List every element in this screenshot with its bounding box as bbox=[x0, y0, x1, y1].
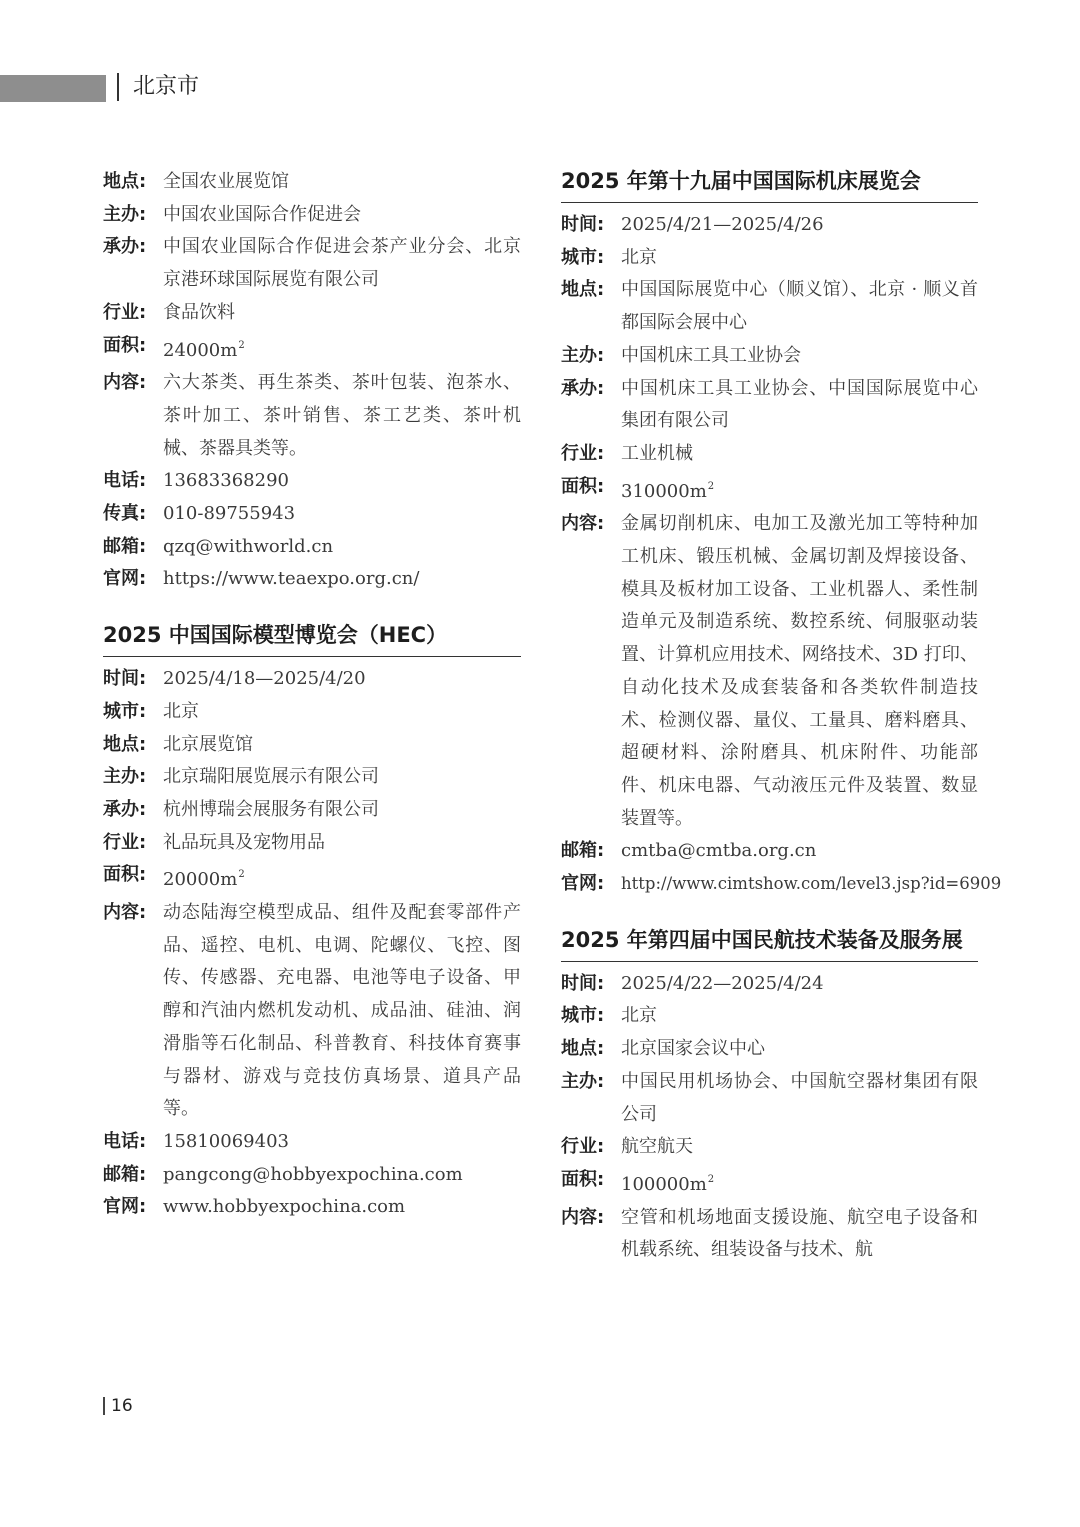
field-value: 15810069403 bbox=[163, 1130, 289, 1152]
left-column bbox=[103, 166, 521, 1224]
field-value: 礼品玩具及宠物用品 bbox=[163, 831, 325, 853]
area-number: 24000m bbox=[163, 339, 238, 361]
field-label: 主办: bbox=[561, 344, 605, 366]
field-label: 承办: bbox=[103, 236, 147, 258]
field-value: pangcong@hobbyexpochina.com bbox=[163, 1163, 463, 1185]
field-row bbox=[103, 465, 521, 498]
field-value bbox=[163, 859, 521, 897]
field-row bbox=[561, 508, 978, 835]
field-row bbox=[561, 274, 978, 339]
field-value: 中国机床工具工业协会、中国国际展览中心集团有限公司 bbox=[621, 377, 978, 432]
field-label: 官网: bbox=[103, 1196, 147, 1218]
field-row bbox=[561, 1000, 978, 1033]
field-label: 面积: bbox=[561, 475, 605, 497]
field-label: 行业: bbox=[561, 442, 605, 464]
field-value: 北京 bbox=[163, 700, 199, 722]
field-label: 承办: bbox=[103, 798, 147, 820]
field-label: 地点: bbox=[103, 733, 147, 755]
field-value: 中国机床工具工业协会 bbox=[621, 344, 801, 366]
field-value: 北京瑞阳展览展示有限公司 bbox=[163, 766, 379, 788]
field-value: qzq@withworld.cn bbox=[163, 535, 334, 557]
field-row bbox=[103, 1191, 521, 1224]
field-label: 时间: bbox=[561, 214, 605, 235]
field-value: 010-89755943 bbox=[163, 503, 296, 525]
field-row bbox=[561, 373, 978, 438]
field-value: www.hobbyexpochina.com bbox=[163, 1196, 406, 1218]
header-title: 北京市 bbox=[133, 74, 200, 99]
field-row bbox=[561, 242, 978, 275]
field-value: 13683368290 bbox=[163, 470, 289, 492]
field-label: 主办: bbox=[103, 766, 147, 788]
field-label: 行业: bbox=[103, 301, 147, 323]
field-value: 北京 bbox=[621, 246, 657, 268]
field-label: 传真: bbox=[103, 503, 147, 525]
field-label: 官网: bbox=[103, 568, 147, 590]
field-row bbox=[561, 438, 978, 471]
field-row bbox=[103, 897, 521, 1126]
field-value: 全国农业展览馆 bbox=[163, 171, 289, 192]
field-row bbox=[561, 868, 1002, 901]
field-row bbox=[561, 1066, 978, 1131]
section-gap bbox=[103, 596, 521, 620]
field-value: 金属切削机床、电加工及激光加工等特种加工机床、锻压机械、金属切割及焊接设备、模具及板材加工设备、工业机器人、柔性制造单元及制造系统、数控系统、伺服驱动装置、计算机应用技术、网络技术、3D 打印、自动化技术及成套装备和各类软件制造技术、检测仪器、量仪、工量具、磨料磨具、超硬材料、涂附磨具、机床附件、功能部件、机床电器、气动液压元件及装置、数显装置等。 bbox=[621, 513, 978, 829]
cimt-section bbox=[561, 166, 1002, 901]
field-row bbox=[103, 330, 521, 368]
field-value bbox=[621, 1164, 978, 1202]
field-row bbox=[561, 340, 978, 373]
section-title: 2025 中国国际模型博览会（HEC） bbox=[103, 620, 521, 657]
right-column bbox=[561, 166, 1002, 1267]
field-value: 工业机械 bbox=[621, 442, 693, 464]
field-label: 内容: bbox=[103, 372, 147, 394]
field-label: 内容: bbox=[561, 1206, 605, 1228]
field-row bbox=[561, 1164, 978, 1202]
field-row bbox=[103, 859, 521, 897]
field-value bbox=[621, 471, 978, 509]
field-row bbox=[561, 1202, 978, 1267]
area-superscript: 2 bbox=[707, 480, 715, 492]
field-label: 邮箱: bbox=[103, 1163, 147, 1185]
field-label: 地点: bbox=[561, 1038, 605, 1060]
field-label: 城市: bbox=[103, 700, 147, 722]
field-value bbox=[163, 330, 521, 368]
field-row bbox=[103, 531, 521, 564]
field-value: 动态陆海空模型成品、组件及配套零部件产品、遥控、电机、电调、陀螺仪、飞控、图传、传感器、充电器、电池等电子设备、甲醇和汽油内燃机发动机、成品油、硅油、润滑脂等石化制品、科普教育、科技体育赛事与器材、游戏与竞技仿真场景、道具产品等。 bbox=[163, 902, 521, 1120]
field-label: 主办: bbox=[561, 1070, 605, 1092]
field-label: 行业: bbox=[561, 1136, 605, 1158]
field-label: 电话: bbox=[103, 470, 147, 492]
section-gap bbox=[561, 901, 978, 925]
field-value: http://www.cimtshow.com/level3.jsp?id=6909 bbox=[621, 874, 1002, 894]
field-label: 内容: bbox=[561, 513, 605, 535]
field-row bbox=[103, 794, 521, 827]
field-label: 城市: bbox=[561, 1005, 605, 1027]
field-value: 2025/4/21—2025/4/26 bbox=[621, 214, 824, 235]
area-superscript: 2 bbox=[707, 1173, 715, 1185]
field-label: 官网: bbox=[561, 873, 605, 895]
field-value: 北京展览馆 bbox=[163, 733, 253, 755]
field-label: 面积: bbox=[561, 1168, 605, 1190]
field-value: 北京国家会议中心 bbox=[621, 1038, 765, 1060]
field-value: 2025/4/22—2025/4/24 bbox=[621, 972, 824, 994]
field-row bbox=[103, 827, 521, 860]
field-value: cmtba@cmtba.org.cn bbox=[621, 840, 817, 862]
field-row bbox=[561, 968, 978, 1001]
field-value: 六大茶类、再生茶类、茶叶包装、泡茶水、茶叶加工、茶叶销售、茶工艺类、茶叶机械、茶器具类等。 bbox=[163, 372, 521, 459]
field-label: 地点: bbox=[561, 279, 605, 301]
field-label: 城市: bbox=[561, 246, 605, 268]
field-value: 中国农业国际合作促进会茶产业分会、北京京港环球国际展览有限公司 bbox=[163, 236, 521, 291]
field-label: 电话: bbox=[103, 1130, 147, 1152]
field-row bbox=[103, 1126, 521, 1159]
field-label: 时间: bbox=[103, 668, 147, 690]
field-row bbox=[103, 367, 521, 465]
field-row bbox=[561, 209, 978, 242]
field-label: 面积: bbox=[103, 864, 147, 886]
field-value: 杭州博瑞会展服务有限公司 bbox=[163, 798, 379, 820]
field-value: https://www.teaexpo.org.cn/ bbox=[163, 568, 420, 590]
field-value: 中国农业国际合作促进会 bbox=[163, 203, 361, 225]
field-row bbox=[103, 231, 521, 296]
field-label: 邮箱: bbox=[561, 840, 605, 862]
page-number: 16 bbox=[111, 1396, 133, 1416]
field-value: 航空航天 bbox=[621, 1136, 693, 1158]
field-row bbox=[103, 563, 521, 596]
field-value: 北京 bbox=[621, 1005, 657, 1027]
field-value: 空管和机场地面支援设施、航空电子设备和机载系统、组装设备与技术、航 bbox=[621, 1206, 978, 1261]
section-title: 2025 年第十九届中国国际机床展览会 bbox=[561, 166, 978, 203]
header-divider bbox=[117, 73, 119, 101]
field-label: 内容: bbox=[103, 902, 147, 924]
section-title: 2025 年第四届中国民航技术装备及服务展 bbox=[561, 925, 978, 962]
field-label: 地点: bbox=[103, 171, 147, 192]
field-label: 面积: bbox=[103, 334, 147, 356]
field-row bbox=[103, 498, 521, 531]
area-superscript: 2 bbox=[238, 339, 245, 351]
field-row bbox=[103, 297, 521, 330]
field-value: 食品饮料 bbox=[163, 301, 235, 323]
field-row bbox=[561, 471, 978, 509]
field-row bbox=[103, 729, 521, 762]
field-row bbox=[561, 1033, 978, 1066]
field-row bbox=[103, 1159, 521, 1192]
field-row bbox=[103, 696, 521, 729]
field-value: 中国民用机场协会、中国航空器材集团有限公司 bbox=[621, 1070, 978, 1125]
area-number: 310000m bbox=[621, 480, 707, 502]
field-row bbox=[561, 1131, 978, 1164]
field-value: 2025/4/18—2025/4/20 bbox=[163, 668, 366, 690]
field-label: 主办: bbox=[103, 203, 147, 225]
area-number: 20000m bbox=[163, 869, 238, 891]
area-number: 100000m bbox=[621, 1173, 707, 1195]
field-row bbox=[103, 761, 521, 794]
field-label: 行业: bbox=[103, 831, 147, 853]
footer-divider bbox=[103, 1397, 105, 1415]
hec-section bbox=[103, 620, 521, 1224]
tea-expo-continued bbox=[103, 166, 521, 596]
aviation-section bbox=[561, 925, 978, 1267]
area-superscript: 2 bbox=[238, 869, 245, 881]
field-row bbox=[561, 835, 978, 868]
field-label: 邮箱: bbox=[103, 535, 147, 557]
field-label: 时间: bbox=[561, 972, 605, 994]
field-value: 中国国际展览中心（顺义馆）、北京 · 顺义首都国际会展中心 bbox=[621, 279, 978, 334]
field-label: 承办: bbox=[561, 377, 605, 399]
header-bar bbox=[0, 75, 106, 102]
field-row bbox=[103, 199, 521, 232]
field-row bbox=[103, 166, 521, 199]
field-row bbox=[103, 663, 521, 696]
